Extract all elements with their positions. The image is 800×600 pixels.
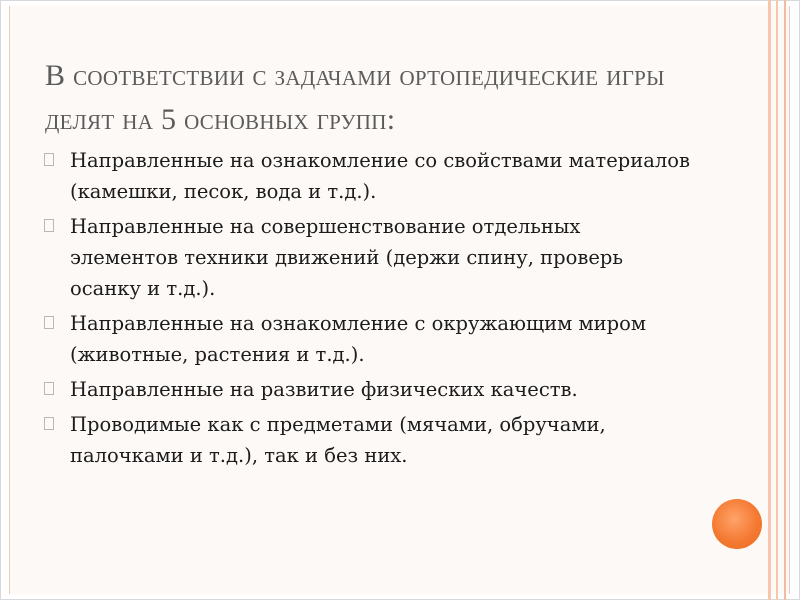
- square-bullet-icon: [44, 316, 54, 329]
- bullet-text: Направленные на ознакомление со свойствами материалов (камешки, песок, вода и т.д.).: [70, 149, 690, 203]
- slide-title-line-2: делят на 5 основных групп:: [45, 103, 396, 136]
- bullet-item: [44, 308, 694, 370]
- bullet-item: [44, 211, 694, 304]
- square-bullet-icon: [44, 153, 54, 166]
- bullet-item: [44, 409, 694, 471]
- slide-title: [45, 54, 735, 142]
- slide-title-line-1: В соответствии с задачами ортопедические игры: [45, 59, 665, 92]
- decorative-stripe: [776, 0, 778, 600]
- square-bullet-icon: [44, 219, 54, 232]
- bullet-text: Направленные на развитие физических качеств.: [70, 378, 578, 401]
- bullet-item: [44, 374, 694, 405]
- bullet-list: [44, 145, 694, 475]
- bullet-item: [44, 145, 694, 207]
- bullet-text: Проводимые как с предметами (мячами, обручами, палочками и т.д.), так и без них.: [70, 413, 606, 467]
- decorative-stripe: [784, 0, 786, 600]
- bullet-text: Направленные на ознакомление с окружающим миром (животные, растения и т.д.).: [70, 312, 647, 366]
- square-bullet-icon: [44, 417, 54, 430]
- bullet-text: Направленные на совершенствование отдельных элементов техники движений (держи спину, проверь осанку и т.д.).: [70, 215, 623, 300]
- decorative-stripe: [768, 0, 771, 600]
- square-bullet-icon: [44, 382, 54, 395]
- orange-circle-decoration: [712, 499, 762, 549]
